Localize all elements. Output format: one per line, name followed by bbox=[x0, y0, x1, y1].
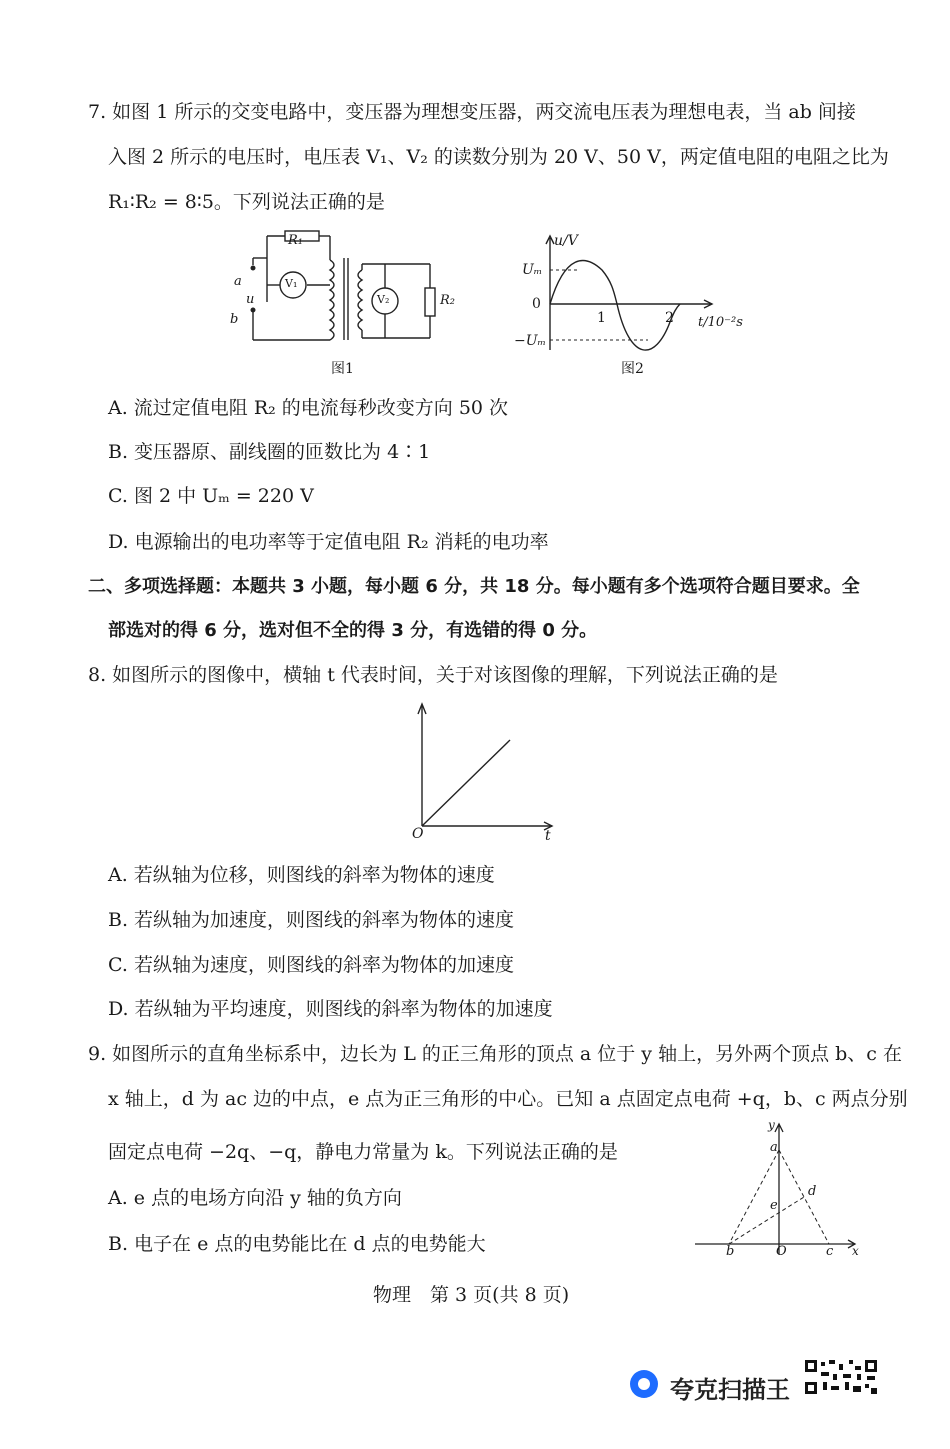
fig2-tick-2: 2 bbox=[665, 310, 674, 326]
terminal-a-label: a bbox=[234, 274, 242, 289]
q9-point-a: a bbox=[770, 1140, 778, 1155]
q9-origin: O bbox=[776, 1244, 787, 1259]
q7-sine-figure bbox=[520, 232, 720, 357]
section2-heading-line2: 部选对的得 6 分，选对但不全的得 3 分，有选错的得 0 分。 bbox=[108, 620, 598, 641]
fig2-um-label: Uₘ bbox=[522, 262, 543, 278]
q7-stem-line3: R₁∶R₂ = 8∶5。下列说法正确的是 bbox=[108, 191, 385, 213]
page-footer: 物理 第 3 页(共 8 页) bbox=[373, 1284, 570, 1306]
fig1-caption: 图1 bbox=[331, 361, 354, 377]
v2-label: V₂ bbox=[377, 293, 390, 306]
q8-option-d: D. 若纵轴为平均速度，则图线的斜率为物体的加速度 bbox=[108, 998, 553, 1020]
q7-circuit-figure bbox=[225, 230, 445, 348]
q9-triangle-figure bbox=[695, 1120, 865, 1260]
q7-stem-line2: 入图 2 所示的电压时，电压表 V₁、V₂ 的读数分别为 20 V、50 V，两定值电阻的电阻之比为 bbox=[108, 146, 889, 168]
q9-point-e: e bbox=[770, 1198, 778, 1213]
scanner-brand-text: 夸克扫描王 bbox=[670, 1376, 790, 1404]
fig2-tick-1: 1 bbox=[597, 310, 606, 326]
q8-origin-label: O bbox=[412, 826, 424, 842]
voltage-u-label: u bbox=[246, 292, 255, 307]
q9-point-b: b bbox=[726, 1244, 735, 1259]
q8-xaxis-label: t bbox=[545, 828, 551, 844]
q8-option-c: C. 若纵轴为速度，则图线的斜率为物体的加速度 bbox=[108, 954, 514, 976]
r2-label: R₂ bbox=[440, 293, 455, 308]
q9-option-a: A. e 点的电场方向沿 y 轴的负方向 bbox=[108, 1187, 402, 1209]
q9-option-b: B. 电子在 e 点的电势能比在 d 点的电势能大 bbox=[108, 1233, 486, 1255]
q9-point-c: c bbox=[826, 1244, 834, 1259]
q7-option-a: A. 流过定值电阻 R₂ 的电流每秒改变方向 50 次 bbox=[108, 397, 509, 419]
q9-x-axis-label: x bbox=[852, 1244, 859, 1258]
q9-point-d: d bbox=[808, 1184, 817, 1199]
r1-label: R₁ bbox=[288, 233, 303, 248]
q8-option-b: B. 若纵轴为加速度，则图线的斜率为物体的速度 bbox=[108, 909, 515, 931]
fig2-caption: 图2 bbox=[621, 361, 644, 377]
q7-option-d: D. 电源输出的电功率等于定值电阻 R₂ 消耗的电功率 bbox=[108, 531, 549, 553]
scanner-logo-icon bbox=[630, 1370, 658, 1398]
q8-graph-line bbox=[422, 740, 510, 826]
q9-stem-line1: 9. 如图所示的直角坐标系中，边长为 L 的正三角形的顶点 a 位于 y 轴上，另外两个顶点 b、c 在 bbox=[88, 1043, 902, 1065]
q8-option-a: A. 若纵轴为位移，则图线的斜率为物体的速度 bbox=[108, 864, 495, 886]
q8-stem: 8. 如图所示的图像中，横轴 t 代表时间，关于对该图像的理解，下列说法正确的是 bbox=[88, 664, 778, 686]
qr-code-icon bbox=[805, 1360, 877, 1394]
fig2-xlabel: t/10⁻²s bbox=[698, 315, 743, 330]
v1-label: V₁ bbox=[285, 277, 298, 290]
terminal-b-label: b bbox=[230, 312, 239, 327]
q7-stem-line1: 7. 如图 1 所示的交变电路中，变压器为理想变压器，两交流电压表为理想电表，当 ab 间接 bbox=[88, 101, 856, 123]
q7-option-c: C. 图 2 中 Uₘ = 220 V bbox=[108, 485, 314, 507]
fig2-zero-label: 0 bbox=[532, 296, 541, 312]
q9-stem-line2: x 轴上，d 为 ac 边的中点，e 点为正三角形的中心。已知 a 点固定点电荷 +q，b、c 两点分别 bbox=[108, 1088, 908, 1110]
q9-y-axis-label: y bbox=[768, 1118, 775, 1132]
fig2-neg-um-label: −Uₘ bbox=[514, 333, 547, 349]
q7-option-b: B. 变压器原、副线圈的匝数比为 4∶1 bbox=[108, 441, 431, 463]
q9-stem-line3: 固定点电荷 −2q、−q，静电力常量为 k。下列说法正确的是 bbox=[108, 1141, 618, 1163]
section2-heading-line1: 二、多项选择题：本题共 3 小题，每小题 6 分，共 18 分。每小题有多个选项符合题目要求。全 bbox=[88, 576, 860, 597]
fig2-ylabel: u/V bbox=[554, 233, 578, 249]
q8-line-graph bbox=[400, 700, 560, 835]
r2-resistor bbox=[425, 288, 435, 316]
